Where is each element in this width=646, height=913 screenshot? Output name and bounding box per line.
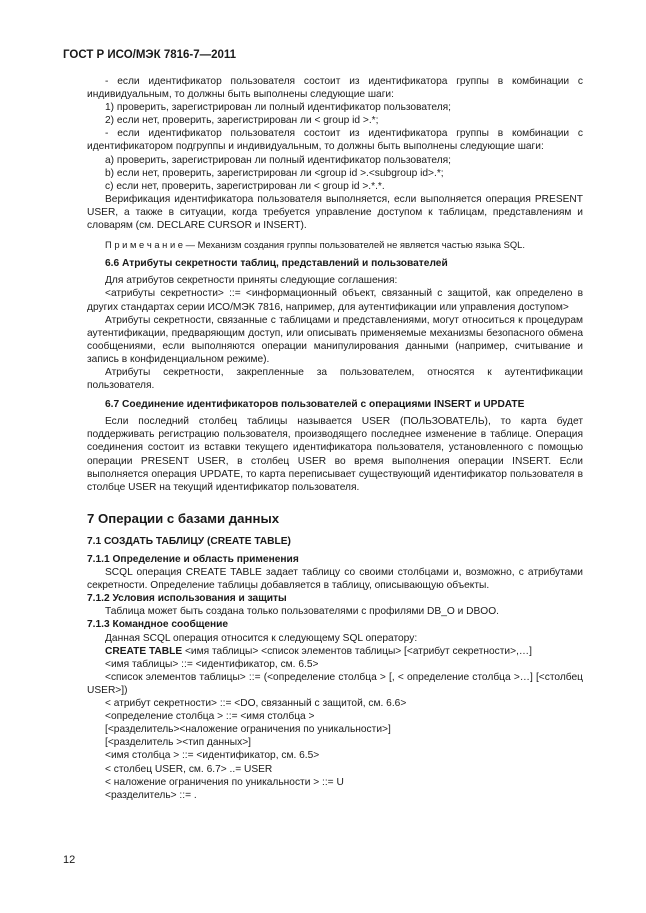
- syntax-line: <определение столбца > ::= <имя столбца >: [105, 711, 315, 723]
- paragraph: - если идентификатор пользователя состоит из идентификатора группы в комбинации с индивидуальным, то должны быть выполнены следующие шаги:: [87, 76, 583, 101]
- page-body: [87, 75, 583, 802]
- paragraph: Данная SCQL операция относится к следующему SQL оператору:: [105, 632, 418, 644]
- syntax-line: < столбец USER, см. 6.7> ..= USER: [105, 763, 273, 775]
- list-item: b) если нет, проверить, зарегистрирован ли <group id >.<subgroup id>.*;: [105, 167, 444, 179]
- sql-keyword: CREATE TABLE: [105, 645, 183, 657]
- syntax-line: [87, 645, 583, 658]
- subsection-heading-7-1-2: 7.1.2 Условия использования и защиты: [87, 593, 287, 605]
- syntax-line: <имя столбца > ::= <идентификатор, см. 6.5>: [105, 750, 320, 762]
- list-item: 2) если нет, проверить, зарегистрирован ли < group id >.*;: [105, 115, 379, 127]
- paragraph: Таблица может быть создана только пользователями с профилями DB_O и DBOO.: [105, 606, 499, 618]
- section-heading-6-7: 6.7 Соединение идентификаторов пользователей с операциями INSERT и UPDATE: [105, 399, 525, 411]
- subsection-heading-7-1-3: 7.1.3 Командное сообщение: [87, 619, 229, 631]
- syntax-line: <разделитель> ::= .: [105, 789, 197, 801]
- syntax-line: < наложение ограничения по уникальности > ::= U: [105, 776, 344, 788]
- paragraph: Атрибуты секретности, связанные с таблицами и представлениями, могут относиться к процедурам аутентификации, предваряющим доступ, или описывать применяемые механизмы безопасного обмена сообщениями, если выполняются операции манипулирования данными (например, считывание и запись в конфиденциальном режиме).: [87, 314, 583, 365]
- chapter-heading-7: 7 Операции с базами данных: [87, 510, 280, 526]
- syntax-text: <имя таблицы> <список элементов таблицы> [<атрибут секретности>,…]: [182, 645, 532, 657]
- syntax-line: <список элементов таблицы> ::= (<определение столбца > [, < определение столбца >…] [<столбец USER>]): [87, 671, 583, 696]
- list-item: c) если нет, проверить, зарегистрирован ли < group id >.*.*.: [105, 180, 385, 192]
- section-heading-6-6: 6.6 Атрибуты секретности таблиц, представлений и пользователей: [105, 258, 448, 270]
- document-header: ГОСТ Р ИСО/МЭК 7816-7—2011: [63, 49, 237, 61]
- list-item: a) проверить, зарегистрирован ли полный идентификатор пользователя;: [105, 154, 452, 166]
- section-heading-7-1: 7.1 СОЗДАТЬ ТАБЛИЦУ (CREATE TABLE): [87, 535, 291, 547]
- paragraph: Атрибуты секретности, закрепленные за пользователем, относятся к аутентификации пользователя.: [87, 366, 583, 392]
- paragraph: Если последний столбец таблицы называется USER (ПОЛЬЗОВАТЕЛЬ), то карта будет поддерживать регистрацию пользователя, производящего последнее изменение в таблице. Операция соединения состоит из вставки текущего идентификатора пользователя, установленного с помощью операции PRESENT USER, в столбец USER во время выполнения операции INSERT. Если выполняется операция UPDATE, то карта переписывает существующий идентификатор пользователя в столбце USER на текущий идентификатор пользователя.: [87, 416, 583, 493]
- syntax-line: < атрибут секретности> ::= <DO, связанный с защитой, см. 6.6>: [105, 698, 407, 710]
- paragraph: - если идентификатор пользователя состоит из идентификатора группы в комбинации с идентификатором подгруппы и индивидуальным, то должны быть выполнены следующие шаги:: [87, 128, 583, 153]
- list-item: 1) проверить, зарегистрирован ли полный идентификатор пользователя;: [105, 102, 452, 114]
- syntax-line: <имя таблицы> ::= <идентификатор, см. 6.5>: [105, 658, 319, 670]
- paragraph: SCQL операция CREATE TABLE задает таблицу со своими столбцами и, возможно, с атрибутами секретности. Определение таблицы добавляется в таблицу, описывающую объекты.: [87, 567, 583, 592]
- note: П р и м е ч а н и е — Механизм создания группы пользователей не является частью языка SQL.: [105, 239, 525, 251]
- syntax-line: [<разделитель><наложение ограничения по уникальности>]: [105, 724, 391, 736]
- syntax-line: [<разделитель ><тип данных>]: [105, 737, 251, 749]
- subsection-heading-7-1-1: 7.1.1 Определение и область применения: [87, 554, 299, 565]
- paragraph: <атрибуты секретности> ::= <информационный объект, связанный с защитой, как определено в других стандартах серии ИСО/МЭК 7816, например, для аутентификации или управления доступом>: [87, 288, 583, 313]
- paragraph: Верификация идентификатора пользователя выполняется, если выполняется операция PRESENT USER, а также в ситуации, когда требуется управление доступом к таблицам, представлениям и словарям (см. DECLARE CURSOR и INSERT).: [87, 193, 583, 232]
- page-number: 12: [63, 854, 76, 866]
- paragraph: Для атрибутов секретности приняты следующие соглашения:: [105, 275, 398, 287]
